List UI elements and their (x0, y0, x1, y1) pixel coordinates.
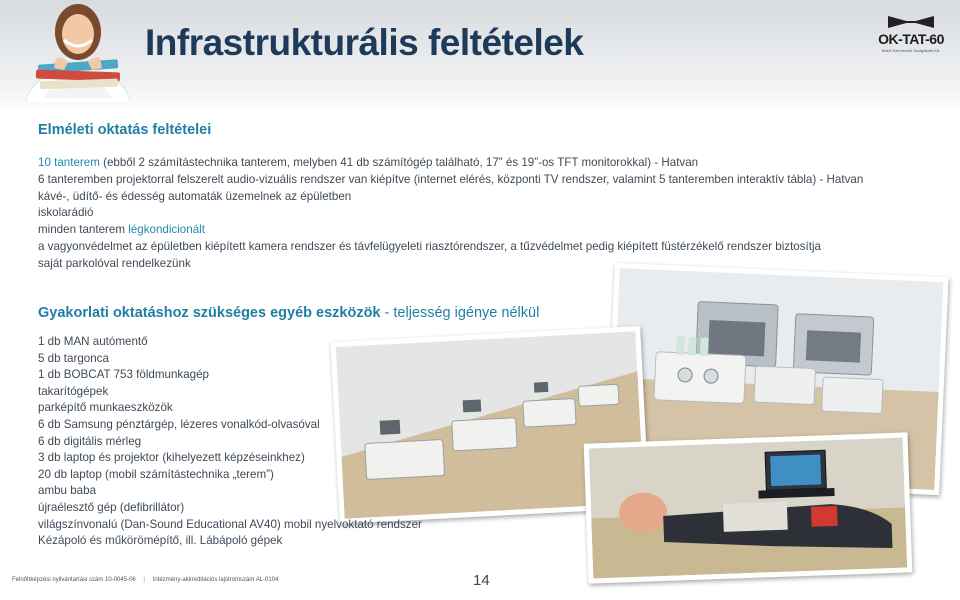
practical-equipment-list (38, 334, 458, 550)
list-item: 1 db BOBCAT 753 földmunkagép (38, 368, 210, 382)
list-item: a vagyonvédelmet az épületben kiépített kamera rendszer és távfelügyeleti riasztórendszer, a tűzvédelmet pedig kiépített füstérzékelő rendszer biztosítja (38, 239, 822, 253)
logo-mark-icon (886, 12, 936, 32)
logo-name: OK-TAT-60 (878, 31, 944, 47)
footer-separator: | (143, 577, 145, 583)
list-item: Kézápoló és műkörömépítő, ill. Lábápoló gépek (38, 534, 283, 548)
page-number: 14 (473, 572, 490, 589)
list-item: világszínvonalú (Dan-Sound Educational AV40) mobil nyelvoktató rendszer (38, 517, 422, 531)
logo-tagline: Mobil Szervezési Szolgáltató Kft. (881, 48, 941, 53)
list-item: 6 tanteremben projektorral felszerelt audio-vizuális rendszer van kiépítve (internet elérés, központi TV rendszer, valamint 5 tanteremben interaktív tábla) - Hatvan (38, 172, 864, 186)
list-item: saját parkolóval rendelkezünk (38, 256, 191, 270)
theoretical-list (38, 155, 898, 273)
accreditation-number: AL-0104 (255, 577, 279, 583)
list-item: kávé-, üdítő- és édesség automaták üzemelnek az épületben (38, 189, 352, 203)
list-item: 20 db laptop (mobil számítástechnika „terem”) (38, 467, 274, 481)
accreditation-label: Intézmény-akkreditációs lajstromszám (152, 577, 255, 583)
footer (12, 577, 278, 583)
list-item: parképítő munkaeszközök (38, 401, 173, 415)
list-item: 1 db MAN autómentő (38, 335, 148, 348)
list-item: iskolarádió (38, 206, 94, 220)
license-number: 10-0045-06 (105, 577, 136, 583)
list-item: 10 tanterem (ebből 2 számítástechnika tanterem, melyben 41 db számítógép található, 17” és 19”-os TFT monitorokkal) - Hatvan (38, 156, 699, 169)
list-item: 6 db digitális mérleg (38, 434, 142, 448)
list-item: 5 db targonca (38, 351, 109, 365)
practical-heading: Gyakorlati oktatáshoz szükséges egyéb eszközök - teljesség igénye nélkül (38, 305, 540, 321)
list-item: minden tanterem légkondicionált (38, 223, 205, 237)
theoretical-heading: Elméleti oktatás feltételei (38, 122, 212, 138)
license-label: Felnőttképzési nyilvántartási szám (12, 577, 104, 583)
page-title: Infrastrukturális feltételek (145, 22, 584, 63)
list-item: újraélesztő gép (defibrillátor) (38, 500, 185, 514)
list-item: ambu baba (38, 484, 97, 498)
list-item: 3 db laptop és projektor (kihelyezett képzéseinkhez) (38, 451, 305, 465)
list-item: takarítógépek (38, 384, 109, 398)
company-logo (878, 12, 944, 84)
avatar (24, 0, 132, 102)
cpr-manikin-photo (584, 432, 913, 583)
list-item: 6 db Samsung pénztárgép, lézeres vonalkód-olvasóval (38, 417, 320, 431)
